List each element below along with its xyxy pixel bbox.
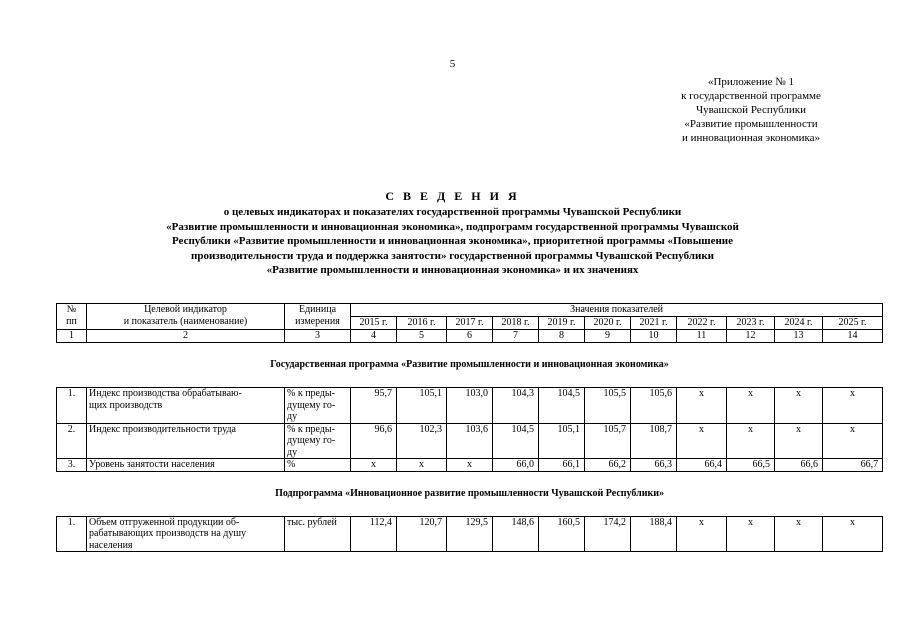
- row-value: 104,3: [493, 388, 539, 424]
- table-row: [57, 388, 883, 424]
- row-value: 105,7: [585, 423, 631, 459]
- row-value: 103,0: [447, 388, 493, 424]
- document-title: С В Е Д Е Н И Я: [385, 189, 520, 203]
- row-value: 120,7: [397, 516, 447, 552]
- row-indicator-name: Индекс производительности труда: [87, 423, 285, 459]
- appendix-line: «Приложение № 1: [707, 76, 795, 88]
- header-year: 2017 г.: [447, 317, 493, 330]
- column-number: 11: [677, 330, 727, 343]
- row-indicator-name: Объем отгруженной продукции об- рабатывающих производств на душу населения: [87, 516, 285, 552]
- row-value: 104,5: [493, 423, 539, 459]
- row-value: 66,4: [677, 459, 727, 472]
- row-value: 129,5: [447, 516, 493, 552]
- appendix-line: Чувашской Республики: [695, 104, 807, 116]
- row-value: х: [823, 516, 883, 552]
- row-value: х: [677, 388, 727, 424]
- header-year: 2025 г.: [823, 317, 883, 330]
- row-value: 148,6: [493, 516, 539, 552]
- section-state-program-title: Государственная программа «Развитие промышленности и инновационная экономика»: [57, 343, 883, 388]
- header-year: 2019 г.: [539, 317, 585, 330]
- row-value: 66,0: [493, 459, 539, 472]
- row-value: 108,7: [631, 423, 677, 459]
- header-year: 2020 г.: [585, 317, 631, 330]
- row-value: 95,7: [351, 388, 397, 424]
- row-value: х: [397, 459, 447, 472]
- row-num: 2.: [57, 423, 87, 459]
- subtitle-line: о целевых индикаторах и показателях государственной программы Чувашской Республики: [223, 206, 682, 218]
- row-value: х: [727, 423, 775, 459]
- header-year: 2021 г.: [631, 317, 677, 330]
- column-number: 8: [539, 330, 585, 343]
- row-unit: % к преды- дущему го- ду: [285, 423, 351, 459]
- row-value: 96,6: [351, 423, 397, 459]
- table-row: [57, 459, 883, 472]
- row-value: 66,6: [775, 459, 823, 472]
- column-number: 12: [727, 330, 775, 343]
- appendix-note: [640, 75, 862, 145]
- row-value: 112,4: [351, 516, 397, 552]
- column-number: 7: [493, 330, 539, 343]
- subtitle-line: «Развитие промышленности и инновационная экономика», подпрограмм государственной программы Чувашской: [166, 220, 739, 233]
- header-unit: Единица измерения: [285, 304, 351, 330]
- table-row: [57, 516, 883, 552]
- column-number: 2: [87, 330, 285, 343]
- row-value: х: [727, 388, 775, 424]
- row-unit: %: [285, 459, 351, 472]
- row-value: 188,4: [631, 516, 677, 552]
- row-value: 102,3: [397, 423, 447, 459]
- header-values-title: Значения показателей: [351, 304, 883, 317]
- row-value: х: [351, 459, 397, 472]
- section-state-program-title-row: [57, 343, 883, 388]
- row-value: х: [677, 423, 727, 459]
- header-year: 2023 г.: [727, 317, 775, 330]
- row-value: 66,7: [823, 459, 883, 472]
- row-value: 160,5: [539, 516, 585, 552]
- header-indicator: Целевой индикатор и показатель (наименование): [87, 304, 285, 330]
- column-number: 4: [351, 330, 397, 343]
- row-num: 1.: [57, 388, 87, 424]
- row-value: 105,1: [397, 388, 447, 424]
- document-subtitle: [60, 205, 845, 278]
- row-value: х: [677, 516, 727, 552]
- row-value: х: [775, 388, 823, 424]
- row-value: 105,6: [631, 388, 677, 424]
- column-number: 10: [631, 330, 677, 343]
- row-value: 66,5: [727, 459, 775, 472]
- row-value: 104,5: [539, 388, 585, 424]
- row-value: 66,3: [631, 459, 677, 472]
- row-indicator-name: Индекс производства обрабатываю- щих производств: [87, 388, 285, 424]
- section-subprogram-title: Подпрограмма «Инновационное развитие промышленности Чувашской Республики»: [57, 471, 883, 516]
- section-subprogram-title-row: [57, 471, 883, 516]
- header-year: 2016 г.: [397, 317, 447, 330]
- row-value: 66,1: [539, 459, 585, 472]
- column-number: 5: [397, 330, 447, 343]
- header-year: 2022 г.: [677, 317, 727, 330]
- row-indicator-name: Уровень занятости населения: [87, 459, 285, 472]
- appendix-line: и инновационная экономика»: [681, 132, 821, 144]
- row-num: 1.: [57, 516, 87, 552]
- row-value: 103,6: [447, 423, 493, 459]
- column-number: 13: [775, 330, 823, 343]
- subtitle-line: Республики «Развитие промышленности и инновационная экономика», приоритетной программы «Повышение: [171, 235, 734, 247]
- header-year: 2024 г.: [775, 317, 823, 330]
- row-value: 66,2: [585, 459, 631, 472]
- header-year: 2015 г.: [351, 317, 397, 330]
- appendix-line: «Развитие промышленности: [684, 118, 818, 130]
- row-value: х: [775, 516, 823, 552]
- header-num: № пп: [57, 304, 87, 330]
- row-value: х: [823, 423, 883, 459]
- row-value: 105,1: [539, 423, 585, 459]
- row-value: 174,2: [585, 516, 631, 552]
- row-value: х: [727, 516, 775, 552]
- header-year: 2018 г.: [493, 317, 539, 330]
- row-unit: % к преды- дущему го- ду: [285, 388, 351, 424]
- column-numbers-row: [57, 330, 883, 343]
- page-number: 5: [449, 58, 456, 70]
- row-unit: тыс. рублей: [285, 516, 351, 552]
- subtitle-line: производительности труда и поддержка занятости» государственной программы Чувашской Республики: [190, 249, 714, 262]
- row-value: х: [823, 388, 883, 424]
- row-num: 3.: [57, 459, 87, 472]
- column-number: 3: [285, 330, 351, 343]
- column-number: 1: [57, 330, 87, 343]
- column-number: 14: [823, 330, 883, 343]
- column-number: 9: [585, 330, 631, 343]
- header-row: [57, 304, 883, 317]
- table-row: [57, 423, 883, 459]
- subtitle-line: «Развитие промышленности и инновационная экономика» и их значениях: [266, 264, 639, 276]
- column-number: 6: [447, 330, 493, 343]
- indicators-table: [56, 303, 883, 552]
- row-value: х: [447, 459, 493, 472]
- row-value: х: [775, 423, 823, 459]
- row-value: 105,5: [585, 388, 631, 424]
- appendix-line: к государственной программе: [681, 90, 821, 102]
